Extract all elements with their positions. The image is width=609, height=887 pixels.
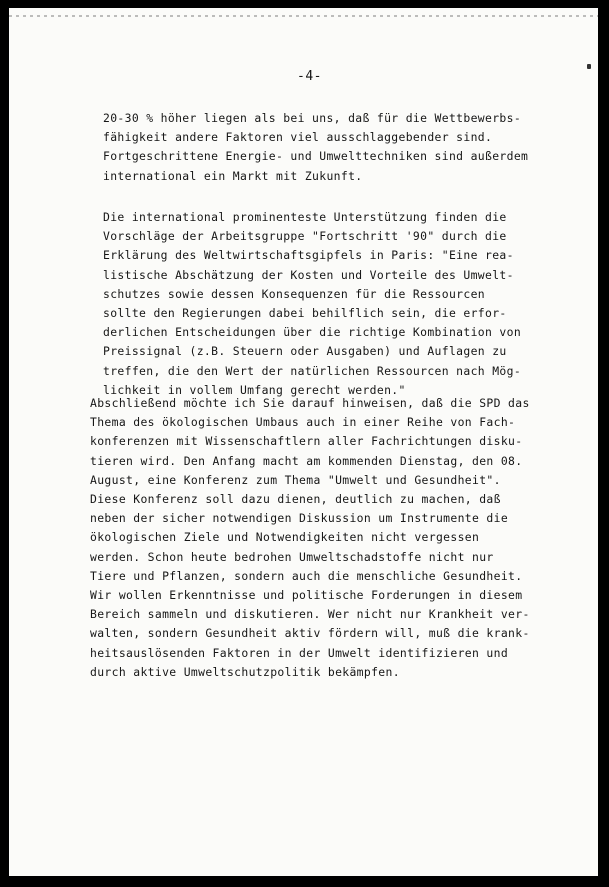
text-line: 20-30 % höher liegen als bei uns, daß für die Wettbewerbs- bbox=[103, 111, 522, 125]
text-line: ökologischen Ziele und Notwendigkeiten nicht vergessen bbox=[90, 530, 480, 545]
text-line: Tiere und Pflanzen, sondern auch die menschliche Gesundheit. bbox=[90, 568, 523, 583]
text-line: fähigkeit andere Faktoren viel ausschlaggebender sind. bbox=[103, 130, 493, 145]
text-line: Fortgeschrittene Energie- und Umwelttechniken sind außerdem bbox=[103, 149, 529, 164]
text-line: lichkeit in vollem Umfang gerecht werden." bbox=[103, 382, 406, 397]
text-line: tieren wird. Den Anfang macht am kommenden Dienstag, den 08. bbox=[90, 453, 523, 468]
text-line: Wir wollen Erkenntnisse und politische Forderungen in diesem bbox=[90, 588, 523, 603]
text-line: Thema des ökologischen Umbaus auch in einer Reihe von Fach- bbox=[90, 415, 516, 430]
text-line: Preissignal (z.B. Steuern oder Ausgaben) und Auflagen zu bbox=[103, 344, 507, 359]
scan-artifact-top-edge bbox=[9, 15, 598, 17]
text-line: Erklärung des Weltwirtschaftsgipfels in Paris: "Eine rea- bbox=[103, 248, 514, 263]
text-line: Die international prominenteste Unterstützung finden die bbox=[103, 210, 507, 224]
document-page bbox=[9, 8, 598, 876]
paragraph-2-quote bbox=[103, 208, 521, 400]
paragraph-3 bbox=[90, 394, 530, 682]
text-line: derlichen Entscheidungen über die richtige Kombination von bbox=[103, 325, 522, 340]
text-line: Bereich sammeln und diskutieren. Wer nicht nur Krankheit ver- bbox=[90, 607, 530, 622]
text-line: walten, sondern Gesundheit aktiv fördern will, muß die krank- bbox=[90, 626, 530, 641]
text-line: August, eine Konferenz zum Thema "Umwelt und Gesundheit". bbox=[90, 472, 501, 487]
text-line: treffen, die den Wert der natürlichen Ressourcen nach Mög- bbox=[103, 363, 522, 378]
text-line: werden. Schon heute bedrohen Umweltschadstoffe nicht nur bbox=[90, 549, 494, 564]
page-number: -4- bbox=[297, 69, 322, 84]
text-line: international ein Markt mit Zukunft. bbox=[103, 168, 363, 183]
text-line: sollte den Regierungen dabei behilflich sein, die erfor- bbox=[103, 306, 507, 321]
scan-artifact-dot bbox=[587, 64, 591, 69]
text-line: Diese Konferenz soll dazu dienen, deutlich zu machen, daß bbox=[90, 492, 501, 507]
text-line: Abschließend möchte ich Sie darauf hinweisen, daß die SPD das bbox=[90, 396, 530, 410]
text-line: schutzes sowie dessen Konsequenzen für die Ressourcen bbox=[103, 286, 486, 301]
paragraph-1 bbox=[103, 109, 528, 186]
text-line: neben der sicher notwendigen Diskussion um Instrumente die bbox=[90, 511, 509, 526]
text-line: durch aktive Umweltschutzpolitik bekämpfen. bbox=[90, 664, 400, 679]
text-line: konferenzen mit Wissenschaftlern aller Fachrichtungen disku- bbox=[90, 434, 523, 449]
text-line: listische Abschätzung der Kosten und Vorteile des Umwelt- bbox=[103, 267, 514, 282]
text-line: Vorschläge der Arbeitsgruppe "Fortschritt '90" durch die bbox=[103, 229, 507, 244]
text-line: heitsauslösenden Faktoren in der Umwelt identifizieren und bbox=[90, 645, 509, 660]
